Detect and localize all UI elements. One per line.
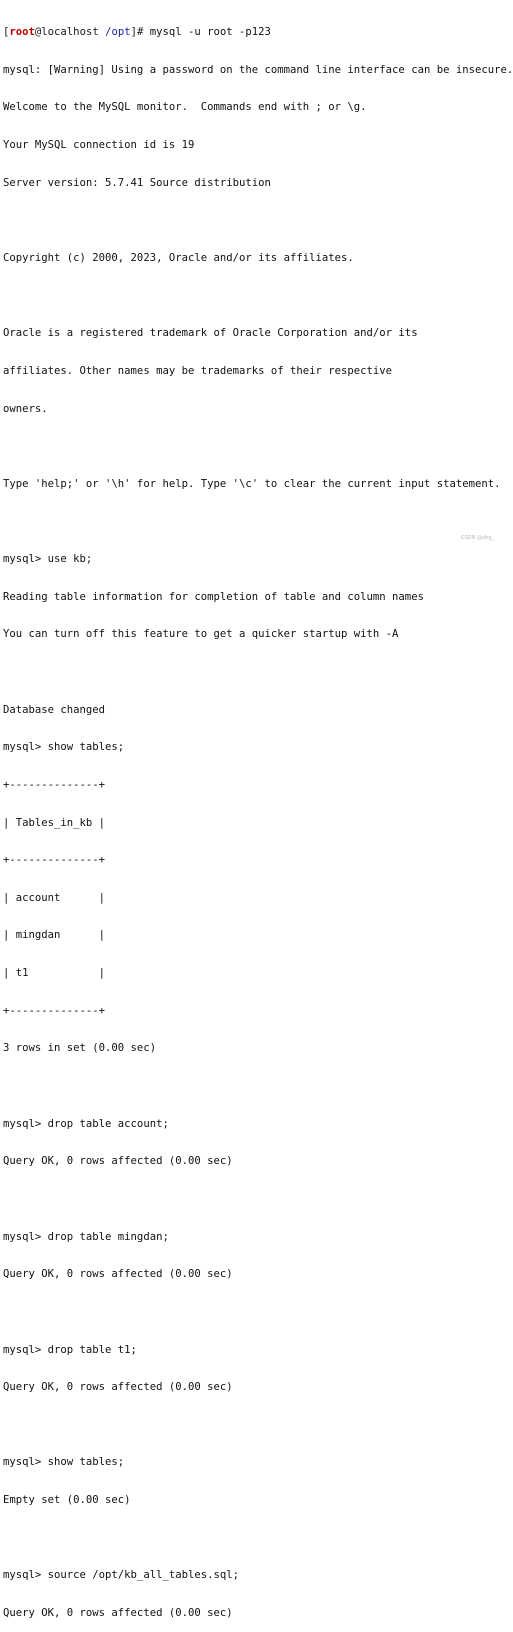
- terminal-line: mysql: [Warning] Using a password on the command line interface can be insecure.: [3, 63, 513, 76]
- terminal-line: Your MySQL connection id is 19: [3, 139, 195, 152]
- prompt-command: mysql -u root -p123: [149, 26, 271, 39]
- terminal-line: Oracle is a registered trademark of Oracle Corporation and/or its: [3, 327, 418, 340]
- terminal-line: Query OK, 0 rows affected (0.00 sec): [3, 1381, 233, 1394]
- terminal-line: affiliates. Other names may be trademarks of their respective: [3, 364, 393, 377]
- terminal-line: mysql> use kb;: [3, 553, 93, 566]
- prompt-at: @: [34, 26, 42, 39]
- terminal-line: Query OK, 0 rows affected (0.00 sec): [3, 1155, 233, 1168]
- terminal-line: mysql> drop table mingdan;: [3, 1230, 169, 1243]
- terminal-line: Type 'help;' or '\h' for help. Type '\c' to clear the current input statement.: [3, 477, 501, 490]
- terminal-line: [3, 1419, 500, 1432]
- watermark: CSDN @uhg_: [461, 535, 494, 541]
- table-border: +--------------+: [3, 854, 106, 867]
- terminal-line: Server version: 5.7.41 Source distribution: [3, 176, 271, 189]
- table-row: | account |: [3, 891, 106, 904]
- table-header: | Tables_in_kb |: [3, 816, 106, 829]
- terminal-output[interactable]: [3, 1, 513, 1619]
- table-row: | mingdan |: [3, 929, 106, 942]
- terminal-line: mysql> source /opt/kb_all_tables.sql;: [3, 1569, 239, 1582]
- terminal-line: Welcome to the MySQL monitor. Commands end with ; or \g.: [3, 101, 367, 114]
- terminal-line: [3, 666, 500, 679]
- terminal-line: 3 rows in set (0.00 sec): [3, 1042, 157, 1055]
- terminal-line: Query OK, 0 rows affected (0.00 sec): [3, 1607, 233, 1619]
- terminal-line: [3, 1306, 500, 1319]
- table-row: | t1 |: [3, 967, 106, 980]
- terminal-line: [3, 1532, 500, 1545]
- terminal-line: mysql> drop table account;: [3, 1117, 169, 1130]
- terminal-line: [3, 1080, 500, 1093]
- prompt-user: root: [9, 26, 35, 39]
- terminal-line: [3, 1193, 500, 1206]
- terminal-line: Query OK, 0 rows affected (0.00 sec): [3, 1268, 233, 1281]
- terminal-line: mysql> show tables;: [3, 741, 125, 754]
- table-border: +--------------+: [3, 778, 106, 791]
- terminal-line: Copyright (c) 2000, 2023, Oracle and/or its affiliates.: [3, 251, 354, 264]
- terminal-line: [3, 290, 500, 303]
- terminal-line: Database changed: [3, 703, 106, 716]
- prompt-close: ]#: [130, 26, 150, 39]
- terminal-line: [3, 214, 500, 227]
- prompt-path: /opt: [98, 26, 131, 39]
- prompt-open-bracket: [: [3, 26, 10, 39]
- terminal-line: mysql> drop table t1;: [3, 1343, 137, 1356]
- terminal-line: owners.: [3, 402, 48, 415]
- terminal-line: Reading table information for completion of table and column names: [3, 590, 424, 603]
- prompt-host: localhost: [41, 26, 99, 39]
- terminal-line: mysql> show tables;: [3, 1456, 125, 1469]
- table-border: +--------------+: [3, 1004, 106, 1017]
- shell-prompt-line: [3, 26, 500, 39]
- terminal-line: Empty set (0.00 sec): [3, 1494, 131, 1507]
- terminal-line: [3, 440, 500, 453]
- terminal-line: [3, 515, 500, 528]
- terminal-line: You can turn off this feature to get a quicker startup with -A: [3, 628, 399, 641]
